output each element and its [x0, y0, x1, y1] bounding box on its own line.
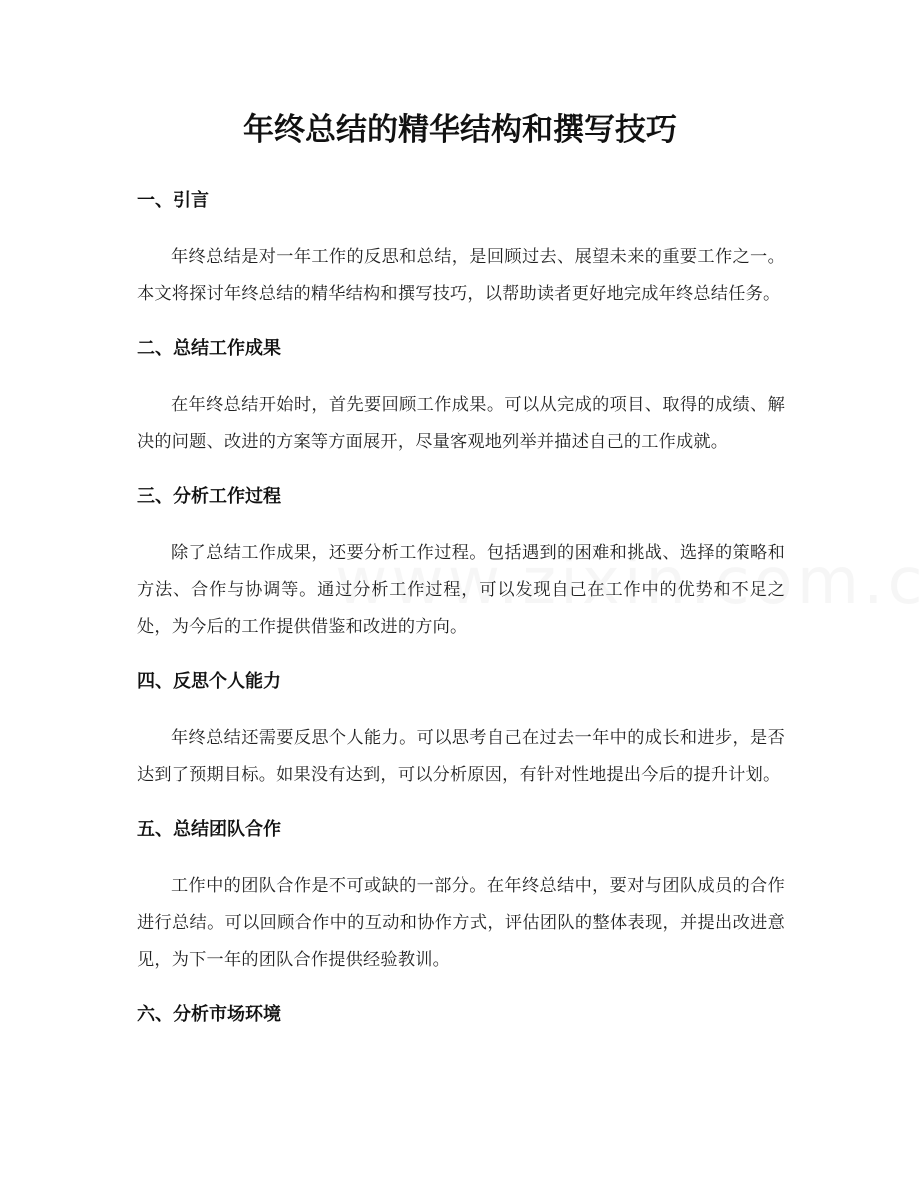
section-introduction [137, 186, 785, 313]
document-body [137, 186, 785, 1053]
section-personal-ability [137, 667, 785, 794]
section-paragraph: 年终总结是对一年工作的反思和总结，是回顾过去、展望未来的重要工作之一。本文将探讨年终总结的精华结构和撰写技巧，以帮助读者更好地完成年终总结任务。 [137, 247, 785, 304]
section-market-environment [137, 1000, 785, 1030]
section-heading: 五、总结团队合作 [137, 819, 281, 840]
section-work-process [137, 482, 785, 646]
section-team-cooperation [137, 815, 785, 979]
section-work-results [137, 334, 785, 461]
document-title: 年终总结的精华结构和撰写技巧 [243, 112, 677, 148]
section-paragraph: 在年终总结开始时，首先要回顾工作成果。可以从完成的项目、取得的成绩、解决的问题、改进的方案等方面展开，尽量客观地列举并描述自己的工作成就。 [137, 395, 785, 452]
section-paragraph: 年终总结还需要反思个人能力。可以思考自己在过去一年中的成长和进步，是否达到了预期目标。如果没有达到，可以分析原因，有针对性地提出今后的提升计划。 [137, 728, 785, 785]
section-heading: 三、分析工作过程 [137, 486, 281, 507]
section-paragraph: 工作中的团队合作是不可或缺的一部分。在年终总结中，要对与团队成员的合作进行总结。可以回顾合作中的互动和协作方式，评估团队的整体表现，并提出改进意见，为下一年的团队合作提供经验教训。 [137, 876, 785, 970]
section-heading: 六、分析市场环境 [137, 1004, 281, 1025]
section-paragraph: 除了总结工作成果，还要分析工作过程。包括遇到的困难和挑战、选择的策略和方法、合作与协调等。通过分析工作过程，可以发现自己在工作中的优势和不足之处，为今后的工作提供借鉴和改进的方向。 [137, 543, 785, 637]
section-heading: 四、反思个人能力 [137, 671, 281, 692]
section-heading: 一、引言 [137, 190, 209, 211]
section-heading: 二、总结工作成果 [137, 338, 281, 359]
